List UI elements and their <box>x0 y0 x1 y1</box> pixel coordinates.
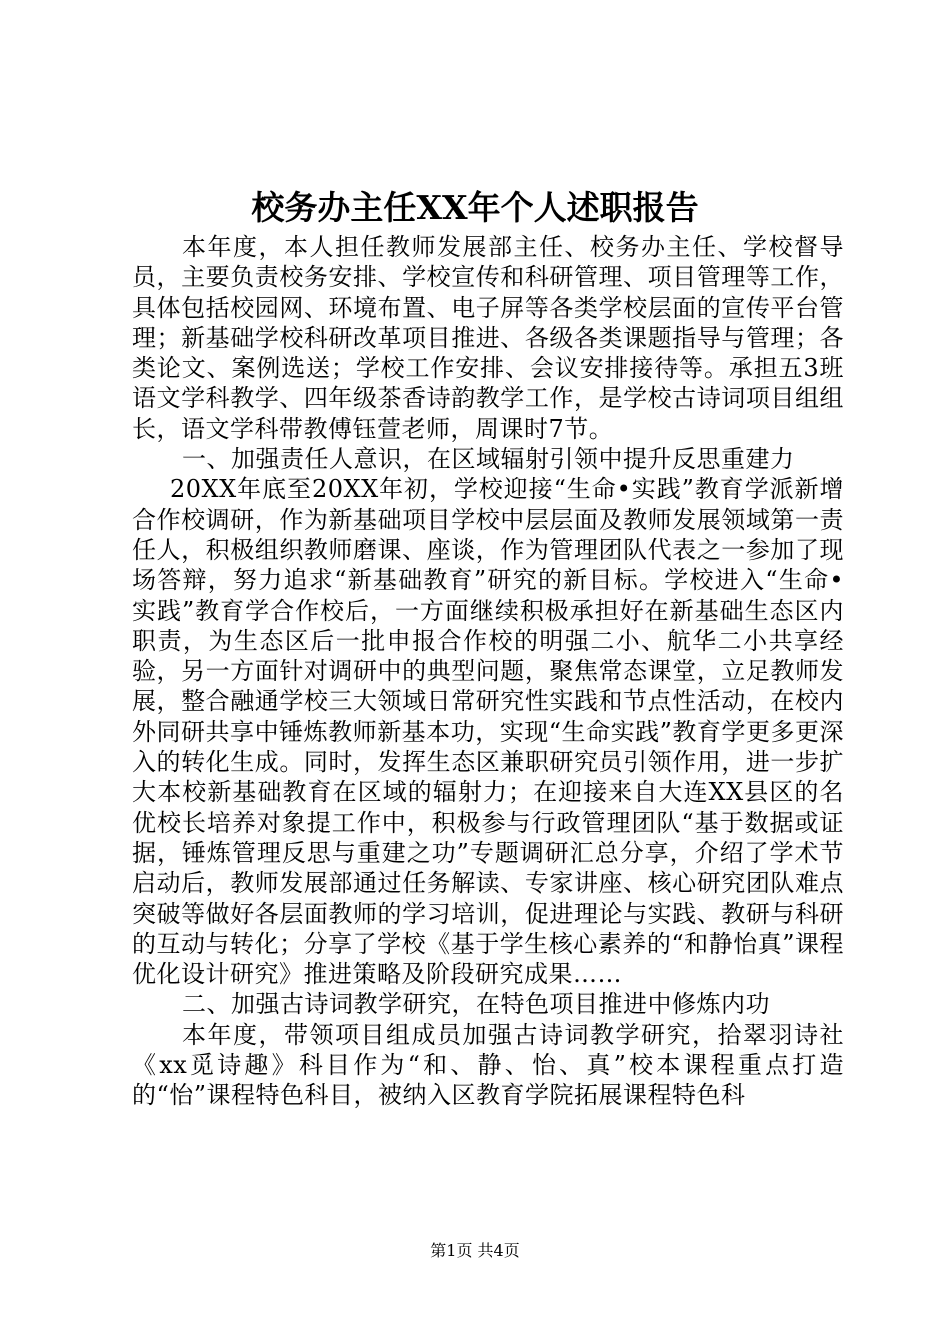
document-body <box>132 232 844 1111</box>
section-heading-2: 二、加强古诗词教学研究，在特色项目推进中修炼内功 <box>182 990 770 1019</box>
intro-paragraph: 本年度，本人担任教师发展部主任、校务办主任、学校督导员，主要负责校务安排、学校宣传和科研管理、项目管理等工作，具体包括校园网、环境布置、电子屏等各类学校层面的宣传平台管理；新基础学校科研改革项目推进、各级各类课题指导与管理；各类论文、案例选送；学校工作安排、会议安排接待等。承担五3班语文学科教学、四年级茶香诗韵教学工作，是学校古诗词项目组组长，语文学科带教傅钰萱老师，周课时7节。 <box>132 233 844 443</box>
section-heading-1: 一、加强责任人意识，在区域辐射引领中提升反思重建力 <box>182 445 795 474</box>
section-2-paragraph: 本年度，带领项目组成员加强古诗词教学研究，拾翠羽诗社《xx觅诗趣》科目作为“和、静、怡、真”校本课程重点打造的“怡”课程特色科目，被纳入区教育学院拓展课程特色科 <box>132 1020 844 1110</box>
document-title: 校务办主任XX年个人述职报告 <box>251 188 699 227</box>
page-number-footer: 第1页 共4页 <box>430 1241 520 1260</box>
section-1-paragraph: 20XX年底至20XX年初，学校迎接“生命•实践”教育学派新增合作校调研，作为新基础项目学校中层层面及教师发展领域第一责任人，积极组织教师磨课、座谈，作为管理团队代表之一参加了现场答辩，努力追求“新基础教育”研究的新目标。学校进入“生命•实践”教育学合作校后，一方面继续积极承担好在新基础生态区内职责，为生态区后一批申报合作校的明强二小、航华二小共享经验，另一方面针对调研中的典型问题，聚焦常态课堂，立足教师发展，整合融通学校三大领域日常研究性实践和节点性活动，在校内外同研共享中锤炼教师新基本功，实现“生命实践”教育学更多更深入的转化生成。同时，发挥生态区兼职研究员引领作用，进一步扩大本校新基础教育在区域的辐射力；在迎接来自大连XX县区的名优校长培养对象提工作中，积极参与行政管理团队“基于数据或证据，锤炼管理反思与重建之功”专题调研汇总分享，介绍了学术节启动后，教师发展部通过任务解读、专家讲座、核心研究团队难点突破等做好各层面教师的学习培训，促进理论与实践、教研与科研的互动与转化；分享了学校《基于学生核心素养的“和静怡真”课程优化设计研究》推进策略及阶段研究成果…… <box>132 475 844 989</box>
